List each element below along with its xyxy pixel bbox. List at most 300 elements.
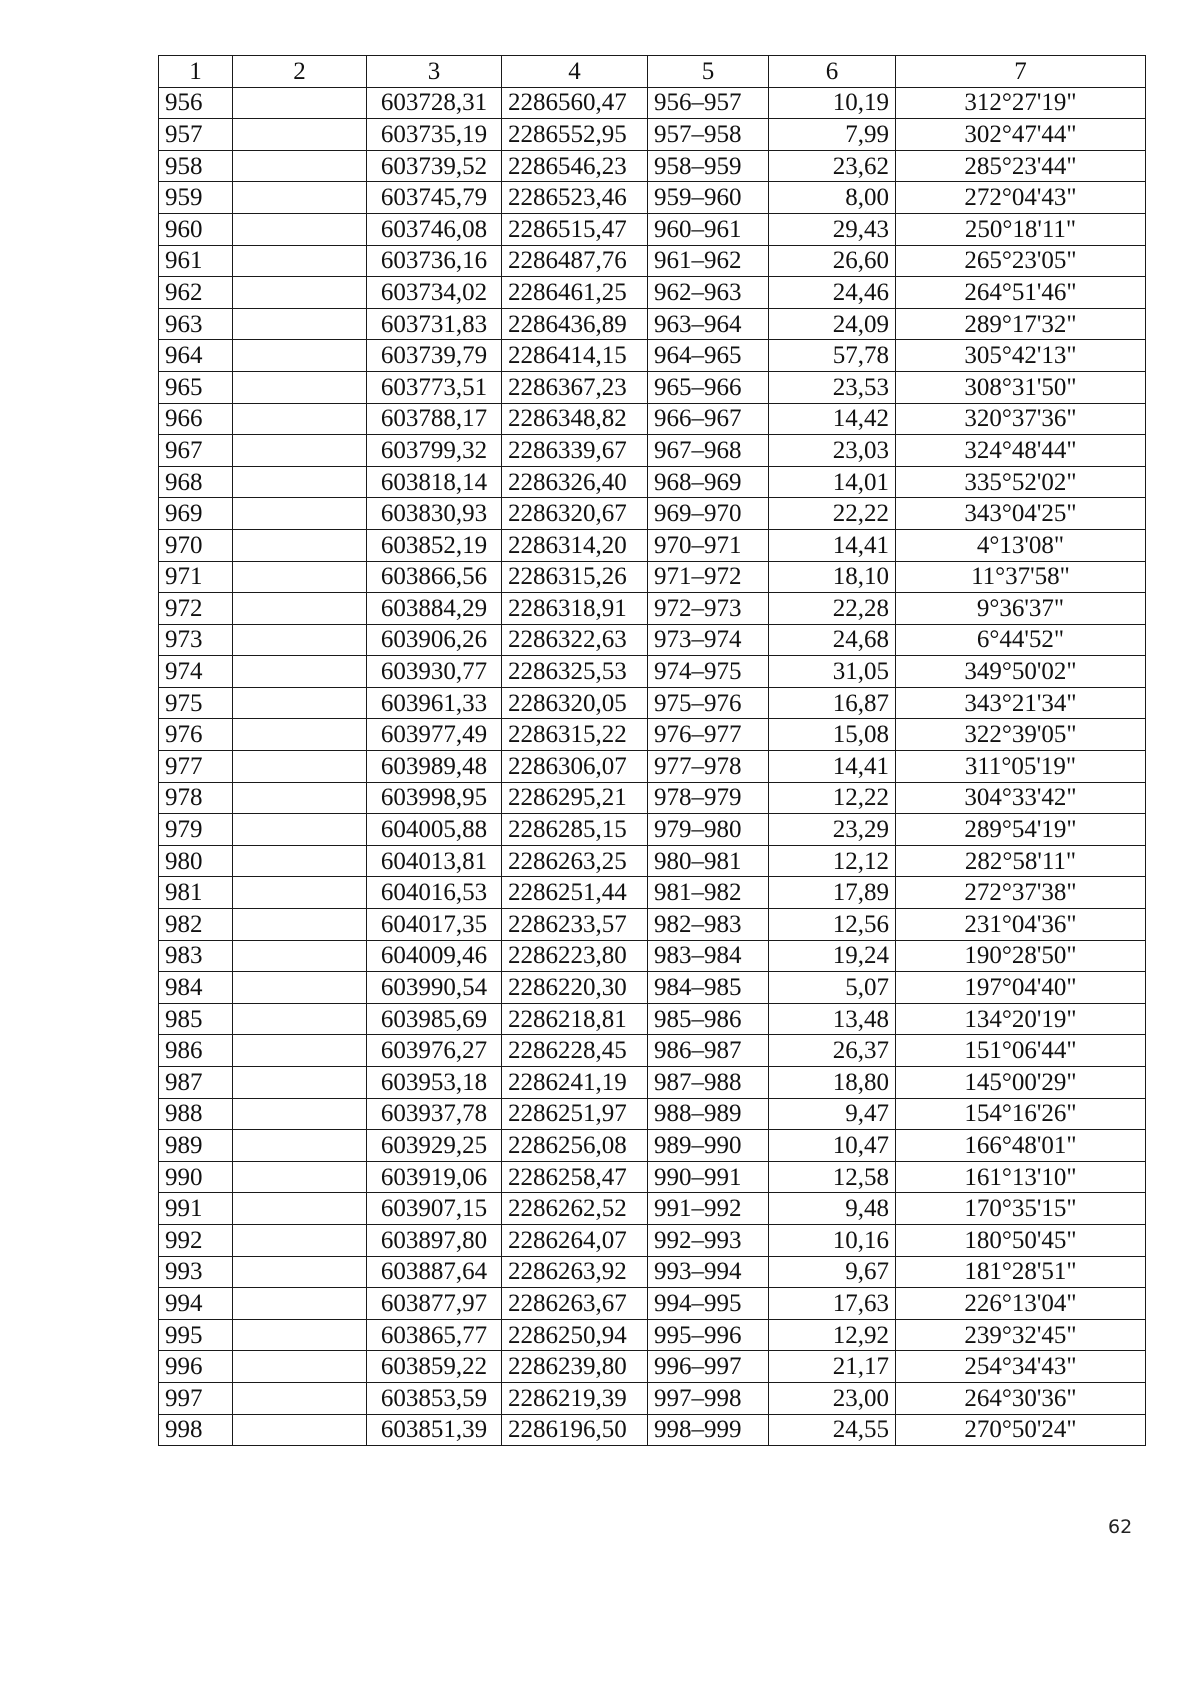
x-coordinate: 603937,78 [367, 1098, 502, 1130]
y-coordinate: 2286461,25 [502, 277, 648, 309]
length: 16,87 [769, 687, 896, 719]
bearing: 335°52'02" [896, 466, 1146, 498]
length: 26,60 [769, 245, 896, 277]
length: 14,41 [769, 529, 896, 561]
segment: 991–992 [648, 1193, 769, 1225]
bearing: 239°32'45" [896, 1319, 1146, 1351]
segment: 986–987 [648, 1035, 769, 1067]
y-coordinate: 2286315,22 [502, 719, 648, 751]
length: 18,80 [769, 1067, 896, 1099]
point-number: 965 [159, 371, 233, 403]
x-coordinate: 603906,26 [367, 624, 502, 656]
y-coordinate: 2286241,19 [502, 1067, 648, 1099]
y-coordinate: 2286239,80 [502, 1351, 648, 1383]
table-row [159, 1035, 1146, 1067]
bearing: 289°17'32" [896, 308, 1146, 340]
empty-cell [233, 1319, 367, 1351]
x-coordinate: 603739,79 [367, 340, 502, 372]
point-number: 972 [159, 593, 233, 625]
x-coordinate: 603746,08 [367, 213, 502, 245]
segment: 974–975 [648, 656, 769, 688]
bearing: 134°20'19" [896, 1003, 1146, 1035]
segment: 995–996 [648, 1319, 769, 1351]
point-number: 993 [159, 1256, 233, 1288]
bearing: 226°13'04" [896, 1288, 1146, 1320]
segment: 971–972 [648, 561, 769, 593]
y-coordinate: 2286367,23 [502, 371, 648, 403]
segment: 978–979 [648, 782, 769, 814]
empty-cell [233, 1193, 367, 1225]
length: 13,48 [769, 1003, 896, 1035]
point-number: 990 [159, 1161, 233, 1193]
point-number: 958 [159, 150, 233, 182]
segment: 956–957 [648, 87, 769, 119]
x-coordinate: 603907,15 [367, 1193, 502, 1225]
bearing: 320°37'36" [896, 403, 1146, 435]
empty-cell [233, 213, 367, 245]
length: 12,92 [769, 1319, 896, 1351]
bearing: 9°36'37" [896, 593, 1146, 625]
length: 23,00 [769, 1382, 896, 1414]
segment: 992–993 [648, 1224, 769, 1256]
table-row [159, 1224, 1146, 1256]
x-coordinate: 604009,46 [367, 940, 502, 972]
point-number: 957 [159, 119, 233, 151]
point-number: 982 [159, 909, 233, 941]
bearing: 170°35'15" [896, 1193, 1146, 1225]
point-number: 974 [159, 656, 233, 688]
table-row [159, 403, 1146, 435]
segment: 976–977 [648, 719, 769, 751]
column-header: 1 [159, 56, 233, 88]
point-number: 973 [159, 624, 233, 656]
y-coordinate: 2286560,47 [502, 87, 648, 119]
length: 12,12 [769, 845, 896, 877]
empty-cell [233, 845, 367, 877]
length: 12,22 [769, 782, 896, 814]
point-number: 978 [159, 782, 233, 814]
empty-cell [233, 150, 367, 182]
x-coordinate: 603929,25 [367, 1130, 502, 1162]
x-coordinate: 603851,39 [367, 1414, 502, 1446]
bearing: 272°04'43" [896, 182, 1146, 214]
empty-cell [233, 340, 367, 372]
point-number: 961 [159, 245, 233, 277]
bearing: 289°54'19" [896, 814, 1146, 846]
y-coordinate: 2286263,25 [502, 845, 648, 877]
length: 18,10 [769, 561, 896, 593]
table-row [159, 1319, 1146, 1351]
bearing: 324°48'44" [896, 435, 1146, 467]
x-coordinate: 603884,29 [367, 593, 502, 625]
bearing: 154°16'26" [896, 1098, 1146, 1130]
length: 23,62 [769, 150, 896, 182]
point-number: 995 [159, 1319, 233, 1351]
segment: 994–995 [648, 1288, 769, 1320]
point-number: 985 [159, 1003, 233, 1035]
x-coordinate: 603788,17 [367, 403, 502, 435]
length: 17,63 [769, 1288, 896, 1320]
bearing: 181°28'51" [896, 1256, 1146, 1288]
y-coordinate: 2286552,95 [502, 119, 648, 151]
bearing: 264°51'46" [896, 277, 1146, 309]
length: 24,68 [769, 624, 896, 656]
table-row [159, 498, 1146, 530]
bearing: 197°04'40" [896, 972, 1146, 1004]
y-coordinate: 2286306,07 [502, 751, 648, 783]
point-number: 971 [159, 561, 233, 593]
y-coordinate: 2286322,63 [502, 624, 648, 656]
empty-cell [233, 909, 367, 941]
segment: 975–976 [648, 687, 769, 719]
length: 9,48 [769, 1193, 896, 1225]
x-coordinate: 603977,49 [367, 719, 502, 751]
point-number: 976 [159, 719, 233, 751]
x-coordinate: 603877,97 [367, 1288, 502, 1320]
point-number: 959 [159, 182, 233, 214]
x-coordinate: 603897,80 [367, 1224, 502, 1256]
y-coordinate: 2286251,44 [502, 877, 648, 909]
empty-cell [233, 972, 367, 1004]
point-number: 998 [159, 1414, 233, 1446]
length: 29,43 [769, 213, 896, 245]
table-row [159, 1414, 1146, 1446]
x-coordinate: 603990,54 [367, 972, 502, 1004]
segment: 973–974 [648, 624, 769, 656]
empty-cell [233, 245, 367, 277]
table-row [159, 751, 1146, 783]
segment: 996–997 [648, 1351, 769, 1383]
table-row [159, 1351, 1146, 1383]
length: 8,00 [769, 182, 896, 214]
x-coordinate: 603734,02 [367, 277, 502, 309]
segment: 961–962 [648, 245, 769, 277]
empty-cell [233, 1224, 367, 1256]
segment: 958–959 [648, 150, 769, 182]
table-row [159, 1256, 1146, 1288]
y-coordinate: 2286264,07 [502, 1224, 648, 1256]
segment: 984–985 [648, 972, 769, 1004]
table-row [159, 656, 1146, 688]
y-coordinate: 2286262,52 [502, 1193, 648, 1225]
empty-cell [233, 814, 367, 846]
segment: 989–990 [648, 1130, 769, 1162]
y-coordinate: 2286258,47 [502, 1161, 648, 1193]
y-coordinate: 2286263,67 [502, 1288, 648, 1320]
x-coordinate: 603731,83 [367, 308, 502, 340]
segment: 960–961 [648, 213, 769, 245]
y-coordinate: 2286220,30 [502, 972, 648, 1004]
bearing: 151°06'44" [896, 1035, 1146, 1067]
column-header: 2 [233, 56, 367, 88]
bearing: 312°27'19" [896, 87, 1146, 119]
length: 7,99 [769, 119, 896, 151]
bearing: 4°13'08" [896, 529, 1146, 561]
segment: 967–968 [648, 435, 769, 467]
length: 24,09 [769, 308, 896, 340]
length: 12,56 [769, 909, 896, 941]
y-coordinate: 2286523,46 [502, 182, 648, 214]
empty-cell [233, 87, 367, 119]
x-coordinate: 603735,19 [367, 119, 502, 151]
point-number: 975 [159, 687, 233, 719]
y-coordinate: 2286219,39 [502, 1382, 648, 1414]
y-coordinate: 2286414,15 [502, 340, 648, 372]
length: 22,22 [769, 498, 896, 530]
point-number: 988 [159, 1098, 233, 1130]
bearing: 250°18'11" [896, 213, 1146, 245]
table-row [159, 1288, 1146, 1320]
y-coordinate: 2286233,57 [502, 909, 648, 941]
point-number: 968 [159, 466, 233, 498]
point-number: 996 [159, 1351, 233, 1383]
x-coordinate: 604013,81 [367, 845, 502, 877]
x-coordinate: 603930,77 [367, 656, 502, 688]
table-row [159, 687, 1146, 719]
empty-cell [233, 1288, 367, 1320]
empty-cell [233, 403, 367, 435]
segment: 965–966 [648, 371, 769, 403]
segment: 980–981 [648, 845, 769, 877]
empty-cell [233, 277, 367, 309]
point-number: 997 [159, 1382, 233, 1414]
bearing: 349°50'02" [896, 656, 1146, 688]
x-coordinate: 603799,32 [367, 435, 502, 467]
point-number: 994 [159, 1288, 233, 1320]
empty-cell [233, 687, 367, 719]
segment: 972–973 [648, 593, 769, 625]
empty-cell [233, 1035, 367, 1067]
point-number: 986 [159, 1035, 233, 1067]
segment: 998–999 [648, 1414, 769, 1446]
length: 14,42 [769, 403, 896, 435]
empty-cell [233, 498, 367, 530]
length: 15,08 [769, 719, 896, 751]
segment: 979–980 [648, 814, 769, 846]
bearing: 231°04'36" [896, 909, 1146, 941]
y-coordinate: 2286256,08 [502, 1130, 648, 1162]
length: 19,24 [769, 940, 896, 972]
y-coordinate: 2286251,97 [502, 1098, 648, 1130]
segment: 968–969 [648, 466, 769, 498]
segment: 990–991 [648, 1161, 769, 1193]
segment: 985–986 [648, 1003, 769, 1035]
bearing: 302°47'44" [896, 119, 1146, 151]
empty-cell [233, 435, 367, 467]
y-coordinate: 2286285,15 [502, 814, 648, 846]
table-row [159, 466, 1146, 498]
length: 21,17 [769, 1351, 896, 1383]
point-number: 966 [159, 403, 233, 435]
bearing: 180°50'45" [896, 1224, 1146, 1256]
length: 26,37 [769, 1035, 896, 1067]
length: 23,29 [769, 814, 896, 846]
empty-cell [233, 751, 367, 783]
point-number: 981 [159, 877, 233, 909]
length: 12,58 [769, 1161, 896, 1193]
point-number: 956 [159, 87, 233, 119]
x-coordinate: 603953,18 [367, 1067, 502, 1099]
length: 57,78 [769, 340, 896, 372]
y-coordinate: 2286223,80 [502, 940, 648, 972]
table-row [159, 593, 1146, 625]
y-coordinate: 2286228,45 [502, 1035, 648, 1067]
point-number: 979 [159, 814, 233, 846]
bearing: 343°04'25" [896, 498, 1146, 530]
segment: 969–970 [648, 498, 769, 530]
point-number: 963 [159, 308, 233, 340]
point-number: 967 [159, 435, 233, 467]
empty-cell [233, 877, 367, 909]
bearing: 161°13'10" [896, 1161, 1146, 1193]
y-coordinate: 2286314,20 [502, 529, 648, 561]
table-row [159, 529, 1146, 561]
x-coordinate: 603976,27 [367, 1035, 502, 1067]
x-coordinate: 604005,88 [367, 814, 502, 846]
y-coordinate: 2286436,89 [502, 308, 648, 340]
empty-cell [233, 1351, 367, 1383]
point-number: 989 [159, 1130, 233, 1162]
length: 23,53 [769, 371, 896, 403]
table-row [159, 845, 1146, 877]
table-row [159, 972, 1146, 1004]
bearing: 265°23'05" [896, 245, 1146, 277]
segment: 959–960 [648, 182, 769, 214]
length: 17,89 [769, 877, 896, 909]
point-number: 960 [159, 213, 233, 245]
x-coordinate: 603739,52 [367, 150, 502, 182]
x-coordinate: 603830,93 [367, 498, 502, 530]
empty-cell [233, 1256, 367, 1288]
empty-cell [233, 1382, 367, 1414]
empty-cell [233, 593, 367, 625]
bearing: 304°33'42" [896, 782, 1146, 814]
point-number: 969 [159, 498, 233, 530]
segment: 977–978 [648, 751, 769, 783]
x-coordinate: 603998,95 [367, 782, 502, 814]
length: 22,28 [769, 593, 896, 625]
table-row [159, 1098, 1146, 1130]
coordinates-table [158, 55, 1146, 1446]
x-coordinate: 603736,16 [367, 245, 502, 277]
x-coordinate: 603919,06 [367, 1161, 502, 1193]
bearing: 254°34'43" [896, 1351, 1146, 1383]
table-row [159, 1130, 1146, 1162]
empty-cell [233, 1067, 367, 1099]
point-number: 983 [159, 940, 233, 972]
table-row [159, 561, 1146, 593]
segment: 983–984 [648, 940, 769, 972]
empty-cell [233, 119, 367, 151]
length: 24,55 [769, 1414, 896, 1446]
length: 23,03 [769, 435, 896, 467]
y-coordinate: 2286546,23 [502, 150, 648, 182]
empty-cell [233, 308, 367, 340]
segment: 964–965 [648, 340, 769, 372]
segment: 997–998 [648, 1382, 769, 1414]
point-number: 970 [159, 529, 233, 561]
x-coordinate: 603985,69 [367, 1003, 502, 1035]
length: 31,05 [769, 656, 896, 688]
empty-cell [233, 782, 367, 814]
bearing: 285°23'44" [896, 150, 1146, 182]
bearing: 311°05'19" [896, 751, 1146, 783]
segment: 981–982 [648, 877, 769, 909]
y-coordinate: 2286196,50 [502, 1414, 648, 1446]
table-row [159, 435, 1146, 467]
empty-cell [233, 1003, 367, 1035]
length: 9,47 [769, 1098, 896, 1130]
table-row [159, 1161, 1146, 1193]
table-row [159, 340, 1146, 372]
bearing: 145°00'29" [896, 1067, 1146, 1099]
empty-cell [233, 1098, 367, 1130]
bearing: 308°31'50" [896, 371, 1146, 403]
y-coordinate: 2286326,40 [502, 466, 648, 498]
table-row [159, 119, 1146, 151]
empty-cell [233, 1161, 367, 1193]
table-row [159, 877, 1146, 909]
x-coordinate: 604016,53 [367, 877, 502, 909]
y-coordinate: 2286515,47 [502, 213, 648, 245]
y-coordinate: 2286295,21 [502, 782, 648, 814]
y-coordinate: 2286318,91 [502, 593, 648, 625]
x-coordinate: 603818,14 [367, 466, 502, 498]
empty-cell [233, 182, 367, 214]
table-row [159, 245, 1146, 277]
y-coordinate: 2286320,05 [502, 687, 648, 719]
bearing: 166°48'01" [896, 1130, 1146, 1162]
length: 10,19 [769, 87, 896, 119]
page-number: 62 [1108, 1516, 1133, 1538]
y-coordinate: 2286320,67 [502, 498, 648, 530]
empty-cell [233, 624, 367, 656]
point-number: 977 [159, 751, 233, 783]
segment: 987–988 [648, 1067, 769, 1099]
bearing: 6°44'52" [896, 624, 1146, 656]
x-coordinate: 603866,56 [367, 561, 502, 593]
empty-cell [233, 529, 367, 561]
bearing: 322°39'05" [896, 719, 1146, 751]
segment: 993–994 [648, 1256, 769, 1288]
bearing: 305°42'13" [896, 340, 1146, 372]
segment: 962–963 [648, 277, 769, 309]
length: 10,16 [769, 1224, 896, 1256]
y-coordinate: 2286315,26 [502, 561, 648, 593]
point-number: 984 [159, 972, 233, 1004]
segment: 957–958 [648, 119, 769, 151]
table-row [159, 371, 1146, 403]
y-coordinate: 2286348,82 [502, 403, 648, 435]
y-coordinate: 2286339,67 [502, 435, 648, 467]
table-header-row [159, 56, 1146, 88]
point-number: 992 [159, 1224, 233, 1256]
table-row [159, 909, 1146, 941]
bearing: 282°58'11" [896, 845, 1146, 877]
table-row [159, 277, 1146, 309]
empty-cell [233, 371, 367, 403]
column-header: 4 [502, 56, 648, 88]
table-row [159, 213, 1146, 245]
empty-cell [233, 656, 367, 688]
point-number: 980 [159, 845, 233, 877]
table-row [159, 814, 1146, 846]
table-row [159, 87, 1146, 119]
x-coordinate: 603852,19 [367, 529, 502, 561]
x-coordinate: 603865,77 [367, 1319, 502, 1351]
y-coordinate: 2286487,76 [502, 245, 648, 277]
bearing: 272°37'38" [896, 877, 1146, 909]
